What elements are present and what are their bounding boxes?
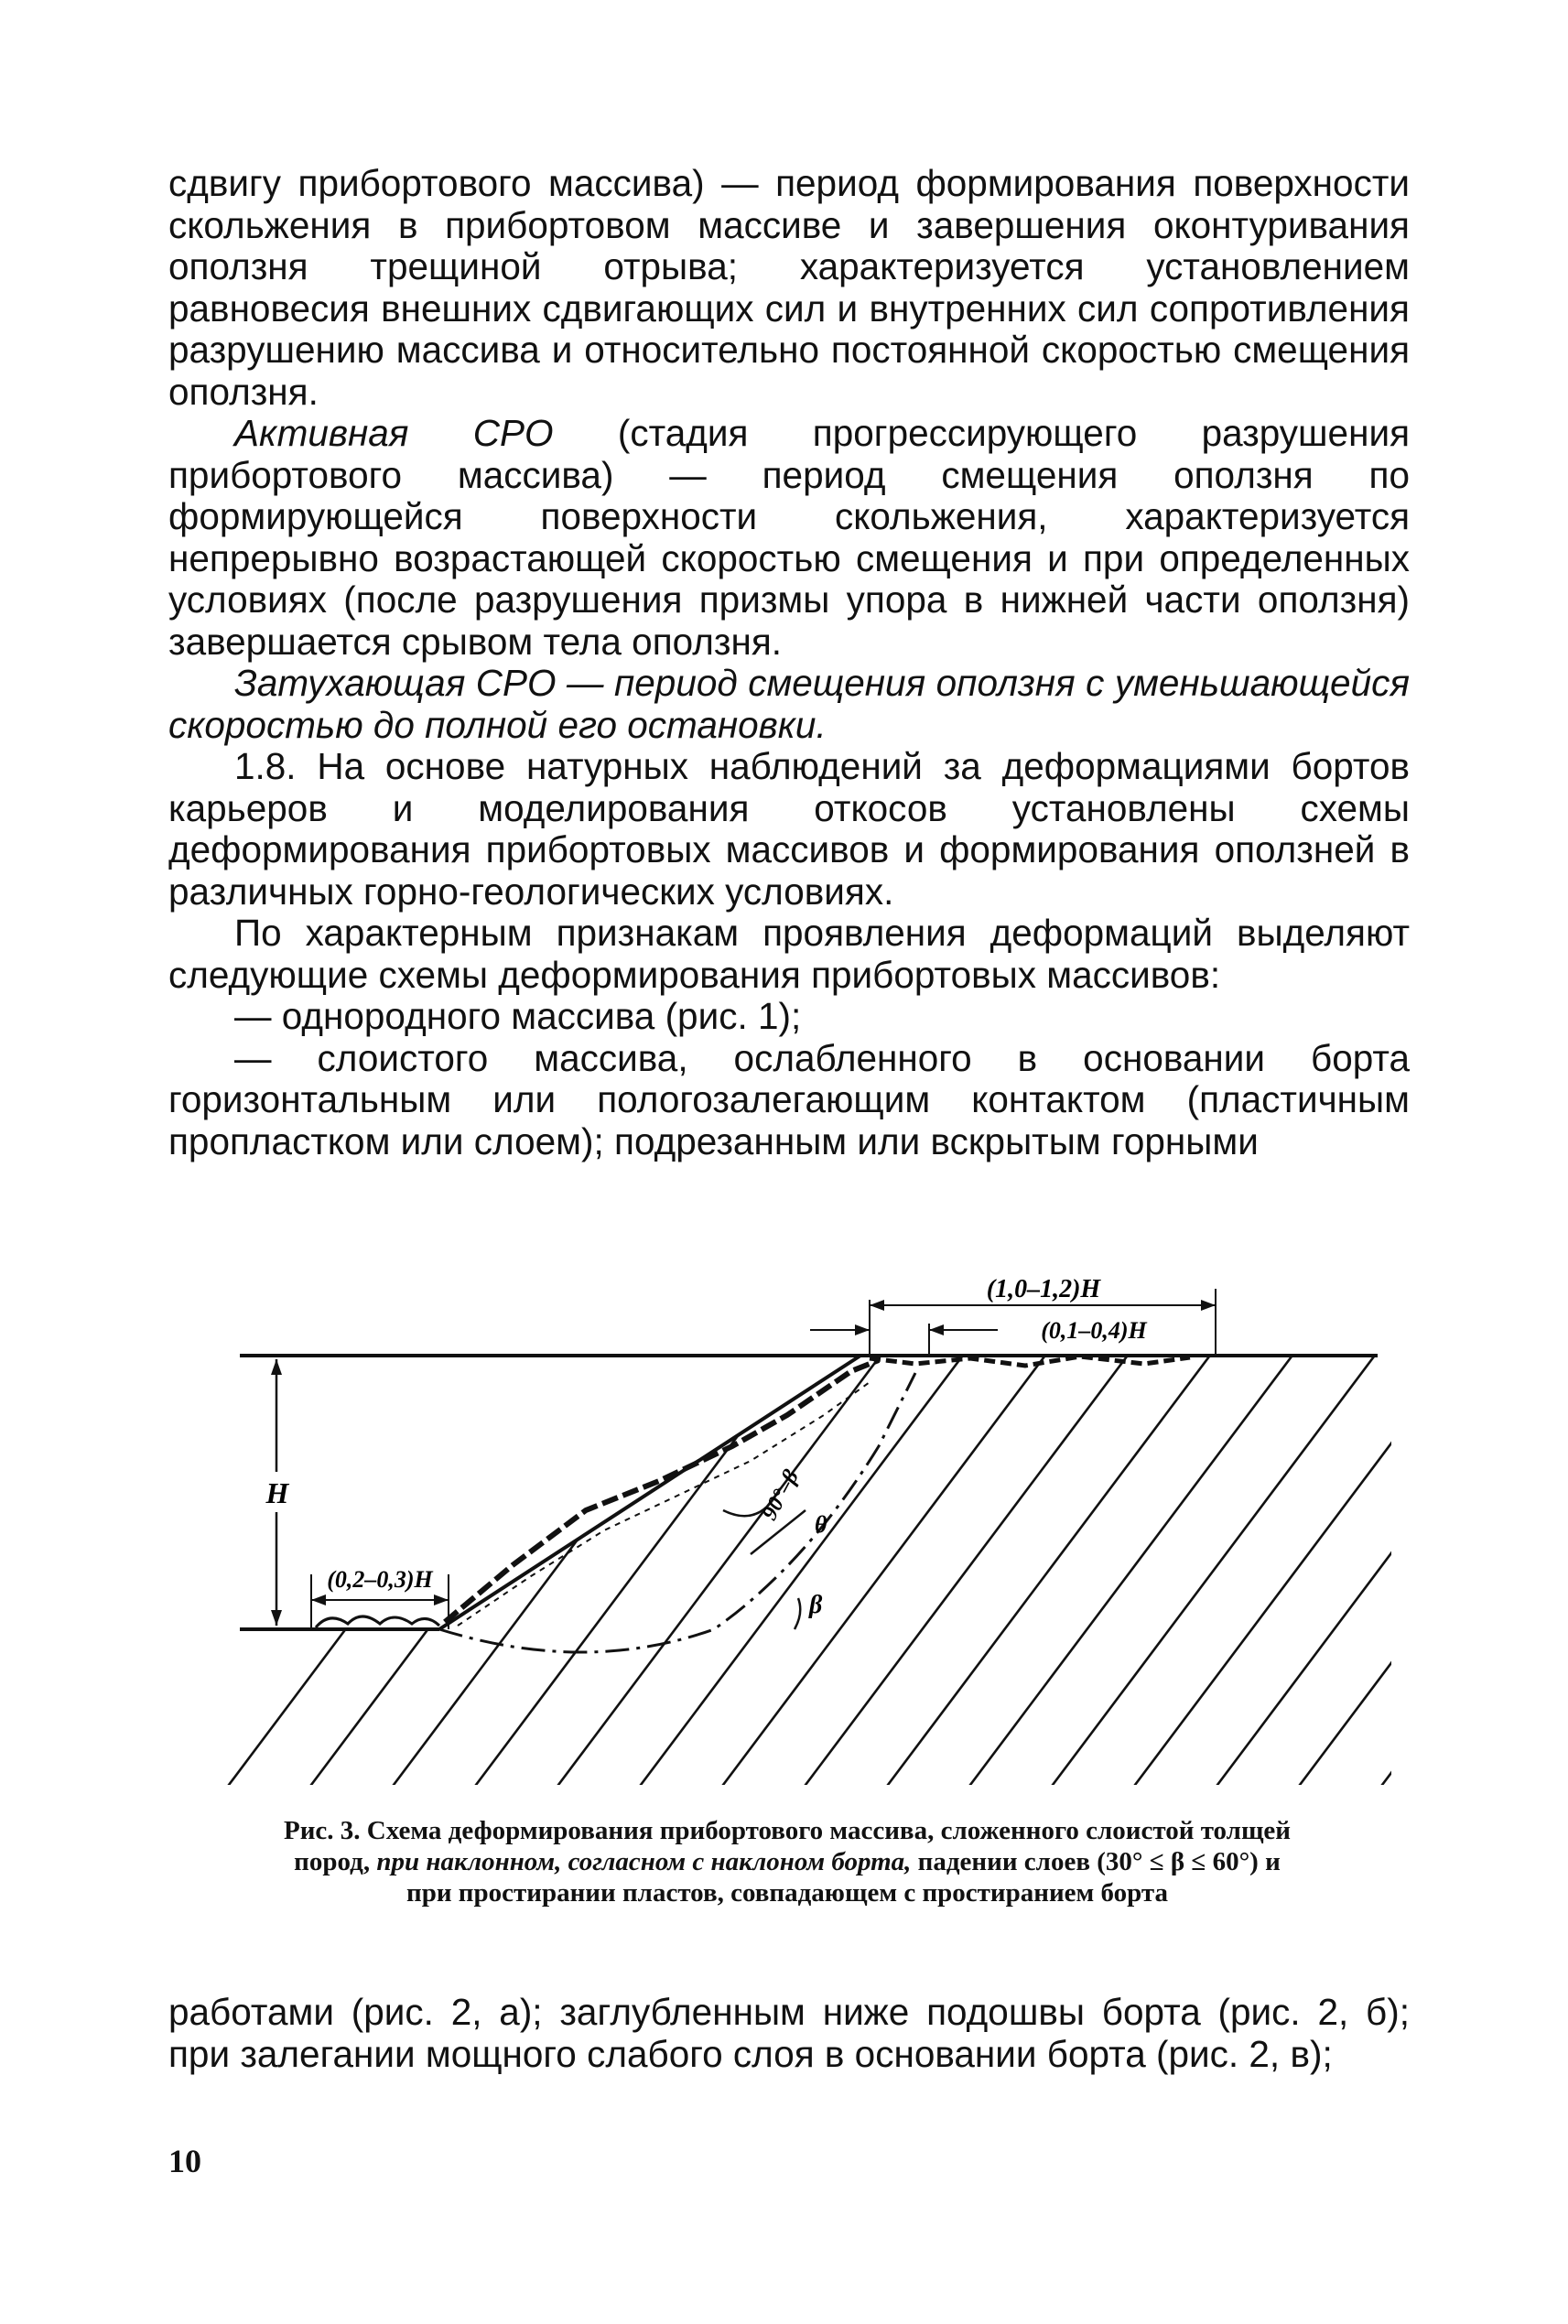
label-theta: θ xyxy=(815,1511,827,1538)
paragraph-section-1-8: 1.8. На основе натурных наблюдений за деформациями бортов карьеров и моделирования откосов установлены схемы деформирования прибортовых массивов и формирования оползней в различных горно-геологических условиях. xyxy=(168,745,1410,913)
term-damping-sro: Затухающая СРО xyxy=(234,662,557,704)
toe-debris xyxy=(316,1616,439,1627)
list-item-homogeneous: — однородного массива (рис. 1); xyxy=(234,995,802,1037)
caption-italic: при наклонном, согласном с наклоном борта, xyxy=(376,1847,912,1876)
caption-suffix: падении слоев (30° ≤ β ≤ 60°) и при простирании пластов, совпадающем с простиранием борта xyxy=(406,1847,1281,1908)
paragraph-continuation: сдвигу прибортового массива) — период формирования поверхности скольжения в прибортовом массиве и завершения оконтуривания оползня трещиной отрыва; характеризуется установлением равновесия внешних сдвигающих сил и внутренних сил сопротивления разрушению массива и относительно постоянной скоростью смещения оползня. xyxy=(168,162,1410,413)
page-number: 10 xyxy=(168,2143,201,2179)
list-item-layered: — слоистого массива, ослабленного в основании борта горизонтальным или пологозалегающим контактом (пластичным пропластком или слоем); подрезанным или вскрытым горными xyxy=(168,1036,1410,1162)
caption-prefix: Рис. 3. Схема деформирования прибортового массива, сложенного слоистой толщей пород, xyxy=(283,1816,1292,1876)
slope-face xyxy=(439,1356,860,1629)
label-toe-width: (0,2–0,3)H xyxy=(327,1566,433,1593)
label-top-crack: (0,1–0,4)H xyxy=(1041,1317,1147,1344)
figure-caption xyxy=(275,1815,1300,1908)
term-active-sro: Активная СРО xyxy=(234,412,554,454)
bedding-planes xyxy=(174,1309,1568,1803)
paragraph-continued: работами (рис. 2, а); заглубленным ниже подошвы борта (рис. 2, б); при залегании мощного слабого слоя в основании борта (рис. 2, в); xyxy=(168,1991,1410,2075)
body-text-bottom xyxy=(168,1992,1410,2075)
body-text-top xyxy=(168,163,1410,1162)
paragraph-schemes-intro: По характерным признакам проявления деформаций выделяют следующие схемы деформирования прибортовых массивов: xyxy=(168,912,1410,996)
label-beta: β xyxy=(809,1591,823,1619)
figure-3-diagram xyxy=(0,1236,1568,1803)
crest-cracks xyxy=(870,1357,1190,1366)
label-height: H xyxy=(265,1476,289,1509)
paragraph-damping-stage xyxy=(168,663,1410,746)
label-angle-90-minus-beta: 90°–β xyxy=(757,1465,804,1525)
text-active-sro: (стадия прогрессирующего разрушения прибортового массива) — период смещения оползня по формирующейся поверхности скольжения, характеризуется непрерывно возрастающей скоростью смещения и при определенных условиях (после разрушения призмы упора в нижней части оползня) завершается срывом тела оползня. xyxy=(168,412,1410,663)
text-damping-sro: — период смещения оползня с уменьшающейся скоростью до полной его остановки. xyxy=(168,662,1410,746)
paragraph-active-stage xyxy=(168,413,1410,663)
label-top-total: (1,0–1,2)H xyxy=(986,1275,1101,1303)
